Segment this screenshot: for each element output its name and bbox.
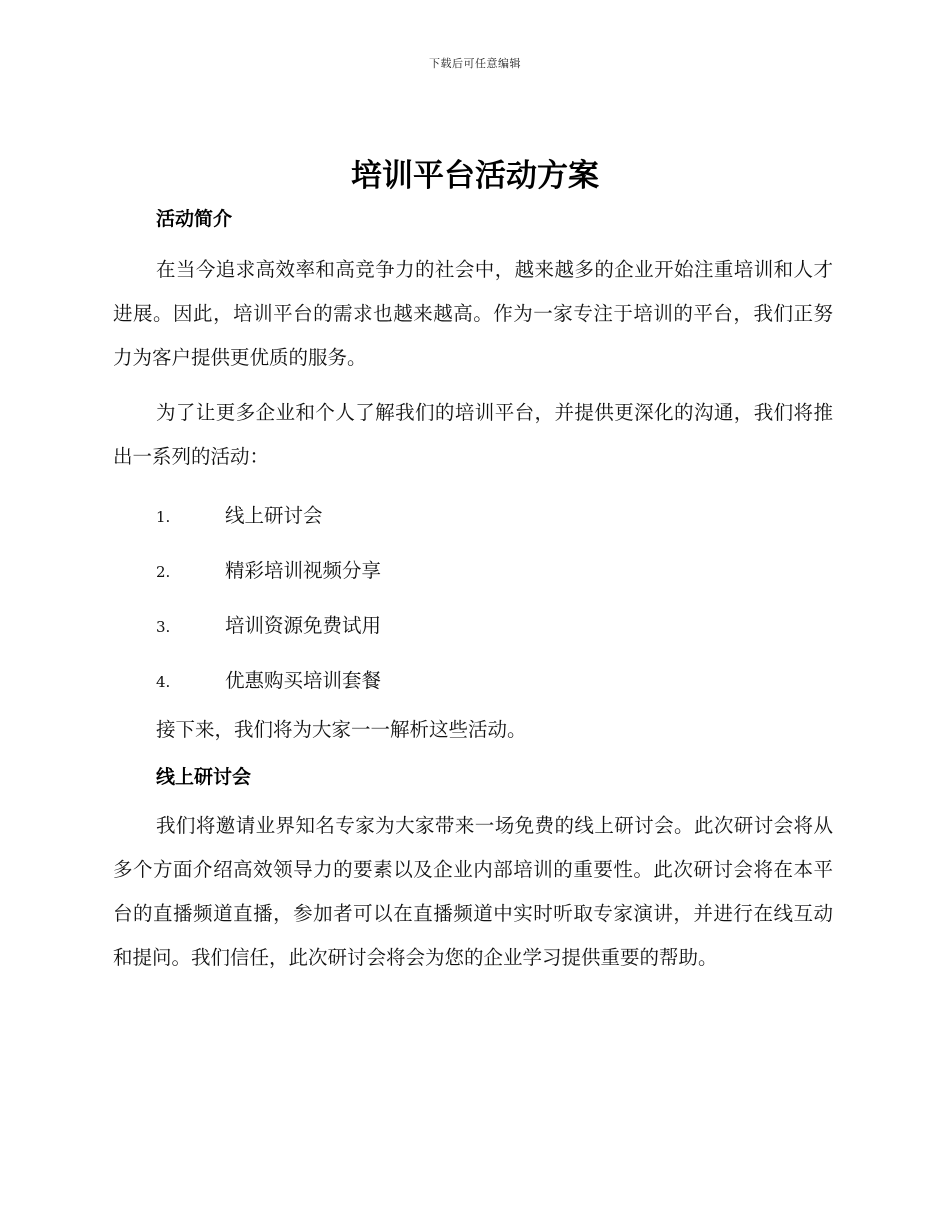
list-item-text: 精彩培训视频分享	[225, 559, 382, 582]
list-item-text: 优惠购买培训套餐	[225, 669, 382, 692]
list-item-text: 线上研讨会	[225, 504, 323, 527]
list-item-text: 培训资源免费试用	[225, 614, 382, 637]
header-note: 下载后可任意编辑	[429, 57, 521, 70]
list-item-number: 3.	[156, 618, 171, 636]
intro-paragraph-2: 为了让更多企业和个人了解我们的培训平台，并提供更深化的沟通，我们将推出一系列的活动：	[113, 401, 833, 468]
section-heading-intro: 活动简介	[156, 208, 233, 230]
activity-list	[113, 488, 833, 708]
intro-paragraph-3: 接下来，我们将为大家一一解析这些活动。	[156, 718, 527, 741]
list-item	[113, 543, 833, 598]
seminar-paragraph-1: 我们将邀请业界知名专家为大家带来一场免费的线上研讨会。此次研讨会将从多个方面介绍高效领导力的要素以及企业内部培训的重要性。此次研讨会将在本平台的直播频道直播，参加者可以在直播频道中实时听取专家演讲，并进行在线互动和提问。我们信任，此次研讨会将会为您的企业学习提供重要的帮助。	[113, 814, 833, 969]
list-item	[113, 653, 833, 708]
intro-paragraph-1: 在当今追求高效率和高竞争力的社会中，越来越多的企业开始注重培训和人才进展。因此，培训平台的需求也越来越高。作为一家专注于培训的平台，我们正努力为客户提供更优质的服务。	[113, 258, 833, 369]
list-item-number: 1.	[156, 508, 171, 526]
list-item-number: 2.	[156, 563, 171, 581]
list-item	[113, 488, 833, 543]
document-title: 培训平台活动方案	[351, 158, 599, 194]
list-item-number: 4.	[156, 673, 171, 691]
document-body	[113, 202, 833, 980]
section-heading-seminar: 线上研讨会	[156, 766, 252, 788]
list-item	[113, 598, 833, 653]
